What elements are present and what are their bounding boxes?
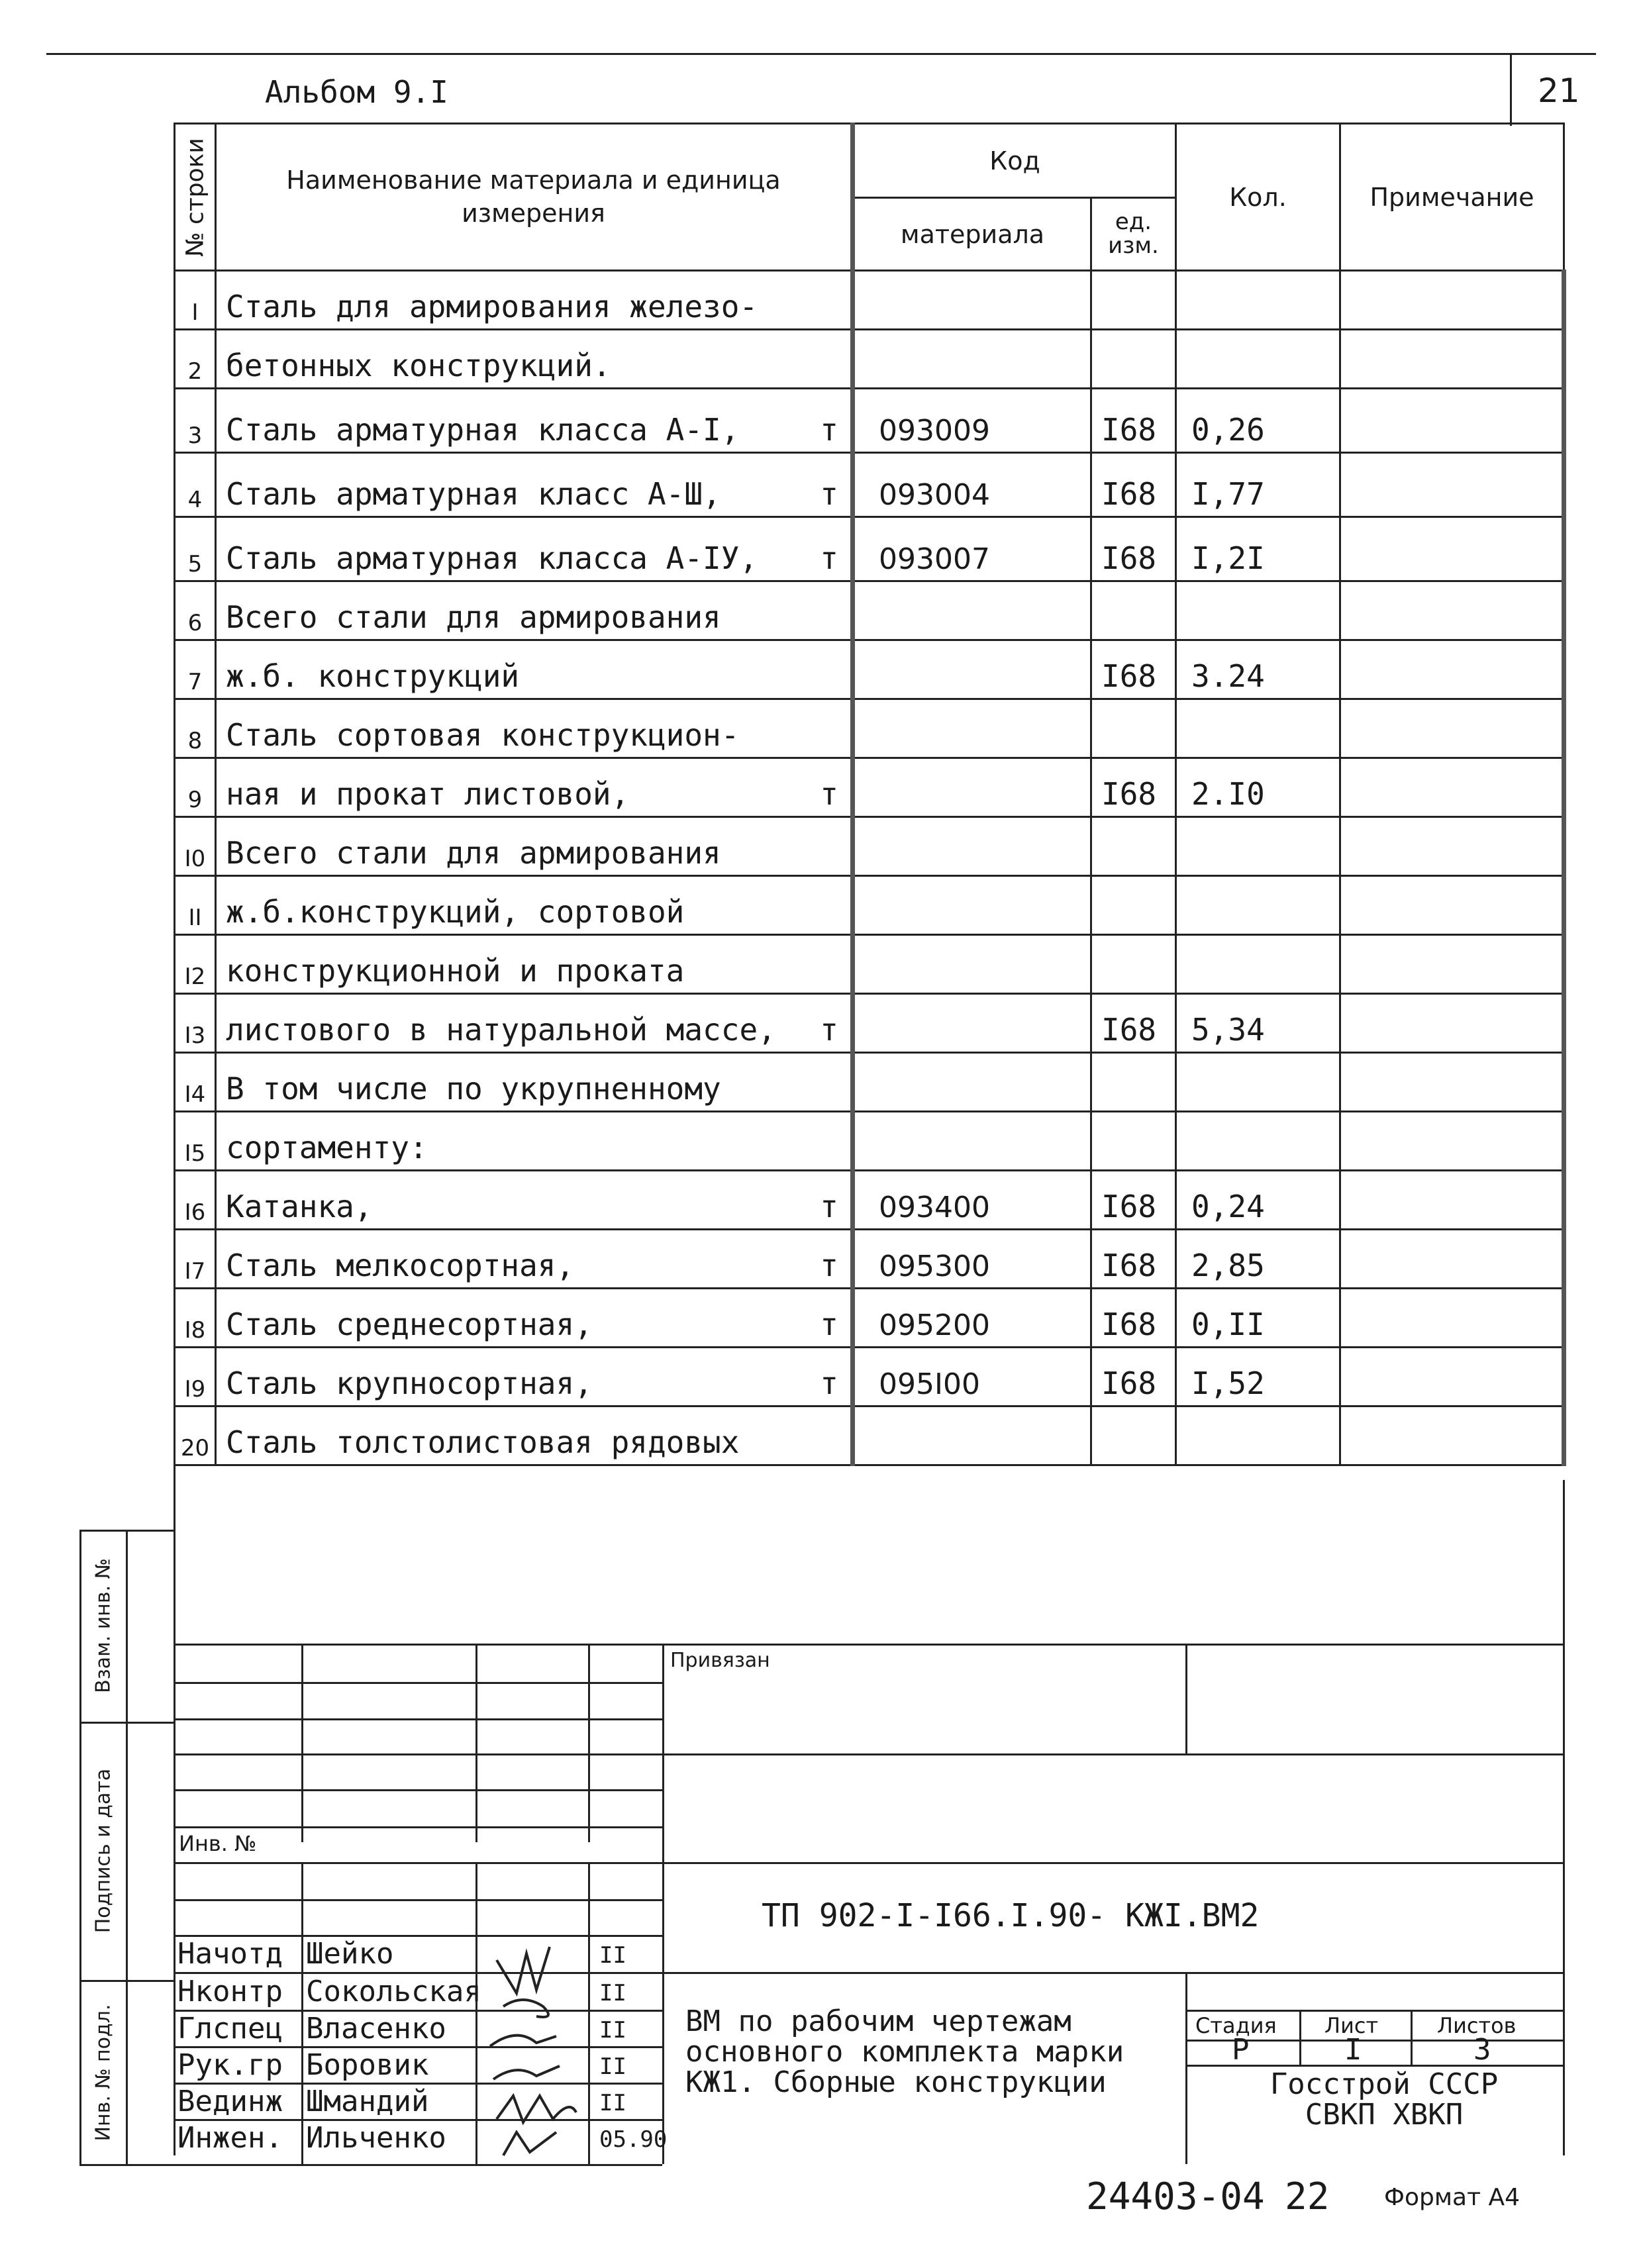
note [1340, 1348, 1564, 1406]
table-row [175, 1289, 1564, 1348]
table-row [175, 1112, 1564, 1171]
note [1340, 817, 1564, 876]
table-row [175, 330, 1564, 389]
material-name [216, 935, 853, 994]
material-name [216, 581, 853, 640]
unit-code [1091, 699, 1176, 758]
row-number: 3 [175, 389, 216, 453]
material-code [853, 640, 1091, 699]
material-name [216, 1053, 853, 1112]
quantity: 2.I0 [1176, 758, 1340, 817]
page-number: 22 [1285, 2175, 1330, 2218]
row-number: I5 [175, 1112, 216, 1171]
signer-role: Нконтр [177, 1975, 283, 2008]
row-number: I0 [175, 817, 216, 876]
material-code [853, 817, 1091, 876]
sheets-label: Листов [1437, 2013, 1517, 2038]
material-name [216, 1289, 853, 1348]
row-number: 20 [175, 1406, 216, 1465]
material-name-text: ж.б. конструкций [226, 658, 520, 694]
quantity [1176, 817, 1340, 876]
row-number: 9 [175, 758, 216, 817]
material-name [216, 1171, 853, 1230]
signatures [477, 1934, 589, 2162]
material-name-text: Сталь арматурная класс А-Ш, [226, 476, 721, 512]
material-name-text: Сталь арматурная класса А-IУ, [226, 540, 758, 576]
unit-code: I68 [1091, 517, 1176, 581]
signer-date: 05.90 [599, 2126, 668, 2153]
signer-role: Глспец [177, 2012, 283, 2046]
stage-label: Стадия [1195, 2013, 1277, 2038]
sheet-value: I [1344, 2033, 1362, 2067]
row-number: I4 [175, 1053, 216, 1112]
tb-v4 [662, 1644, 664, 2164]
album-label: Альбом 9.I [265, 74, 448, 110]
material-name [216, 699, 853, 758]
table-row [175, 758, 1564, 817]
unit-code [1091, 1406, 1176, 1465]
side-label-inv-podl: Инв. № подл. [91, 2004, 115, 2142]
table-row [175, 1171, 1564, 1230]
quantity [1176, 935, 1340, 994]
unit-code: I68 [1091, 453, 1176, 517]
quantity: 3.24 [1176, 640, 1340, 699]
materials-table [174, 123, 1566, 1466]
note [1340, 271, 1564, 330]
material-name-text: Сталь толстолистовая рядовых [226, 1424, 740, 1460]
quantity: I,2I [1176, 517, 1340, 581]
material-code: 095200 [853, 1289, 1091, 1348]
side-strip-top [79, 1530, 175, 1532]
material-name [216, 330, 853, 389]
material-code [853, 876, 1091, 935]
material-code [853, 1406, 1091, 1465]
signer-role: Вединж [177, 2085, 283, 2118]
signer-date: II [599, 1942, 626, 1969]
side-strip-mid [126, 1530, 128, 2165]
quantity: I,77 [1176, 453, 1340, 517]
material-name-text: Катанка, [226, 1189, 373, 1224]
material-unit: т [820, 1248, 838, 1283]
table-row [175, 876, 1564, 935]
unit-code [1091, 1053, 1176, 1112]
material-name [216, 758, 853, 817]
row-number: 5 [175, 517, 216, 581]
unit-code [1091, 876, 1176, 935]
row-number: 2 [175, 330, 216, 389]
tb-v1b [301, 1862, 303, 2164]
material-name-text: Сталь сортовая конструкцион- [226, 717, 740, 753]
quantity [1176, 876, 1340, 935]
quantity [1176, 1053, 1340, 1112]
table-row [175, 1406, 1564, 1465]
stage-value: Р [1232, 2033, 1250, 2067]
table-row [175, 699, 1564, 758]
table-row [175, 389, 1564, 453]
row-number: II [175, 876, 216, 935]
note [1340, 876, 1564, 935]
side-strip-bottom [79, 2164, 662, 2166]
sheets-value: 3 [1473, 2033, 1491, 2067]
note [1340, 935, 1564, 994]
note [1340, 1406, 1564, 1465]
row-number: I8 [175, 1289, 216, 1348]
unit-code [1091, 935, 1176, 994]
quantity: 2,85 [1176, 1230, 1340, 1289]
note [1340, 640, 1564, 699]
material-name [216, 876, 853, 935]
unit-code [1091, 817, 1176, 876]
note [1340, 330, 1564, 389]
material-name [216, 517, 853, 581]
archive-number: 24403-04 [1086, 2175, 1265, 2218]
material-name [216, 640, 853, 699]
material-code [853, 1112, 1091, 1171]
signer-date: II [599, 1980, 626, 2006]
note [1340, 1112, 1564, 1171]
note [1340, 1171, 1564, 1230]
material-code: 093004 [853, 453, 1091, 517]
top-frame-line [46, 53, 1596, 55]
tb-v8 [1411, 2010, 1413, 2065]
signer-name: Шмандий [306, 2085, 429, 2118]
signer-role: Инжен. [177, 2121, 283, 2155]
material-code: 093400 [853, 1171, 1091, 1230]
material-code [853, 1053, 1091, 1112]
note [1340, 758, 1564, 817]
row-number: I3 [175, 994, 216, 1053]
material-code [853, 330, 1091, 389]
material-code: 095300 [853, 1230, 1091, 1289]
quantity: 5,34 [1176, 994, 1340, 1053]
quantity: 0,II [1176, 1289, 1340, 1348]
left-frame-line [174, 123, 175, 2155]
organization: Госстрой СССР СВКП ХВКП [1270, 2067, 1499, 2132]
table-row [175, 1053, 1564, 1112]
unit-code [1091, 271, 1176, 330]
side-label-vzam: Взам. инв. № [91, 1558, 115, 1693]
material-unit: т [820, 412, 838, 448]
quantity [1176, 330, 1340, 389]
note [1340, 453, 1564, 517]
signer-date: II [599, 2053, 626, 2080]
quantity [1176, 271, 1340, 330]
table-row [175, 1348, 1564, 1406]
side-strip-div2 [79, 1980, 175, 1982]
side-strip-left [79, 1530, 81, 2165]
material-code: 093009 [853, 389, 1091, 453]
tb-v2 [475, 1644, 477, 1842]
material-name-text: бетонных конструкций. [226, 348, 611, 383]
quantity [1176, 1406, 1340, 1465]
col-material-code: материала [853, 198, 1091, 271]
format-label: Формат А4 [1384, 2184, 1520, 2211]
note [1340, 1053, 1564, 1112]
col-code-group: Код [853, 124, 1176, 198]
row-number: I9 [175, 1348, 216, 1406]
row-number: 6 [175, 581, 216, 640]
material-unit: т [820, 1012, 838, 1048]
quantity: 0,24 [1176, 1171, 1340, 1230]
note [1340, 1230, 1564, 1289]
signer-role: Рук.гр [177, 2048, 283, 2082]
material-name-text: Сталь среднесортная, [226, 1307, 593, 1342]
material-code [853, 758, 1091, 817]
sheet-label: Лист [1324, 2013, 1379, 2038]
table-row [175, 581, 1564, 640]
signer-name: Боровик [306, 2048, 429, 2082]
col-note: Примечание [1340, 124, 1564, 271]
unit-code: I68 [1091, 994, 1176, 1053]
unit-code: I68 [1091, 758, 1176, 817]
material-name [216, 453, 853, 517]
material-code: 095I00 [853, 1348, 1091, 1406]
unit-code: I68 [1091, 1171, 1176, 1230]
tb-h4 [174, 1753, 1564, 1755]
table-row [175, 817, 1564, 876]
material-name-text: сортаменту: [226, 1130, 428, 1165]
material-name [216, 817, 853, 876]
material-name-text: Сталь мелкосортная, [226, 1248, 575, 1283]
signer-date: II [599, 2090, 626, 2116]
material-name [216, 994, 853, 1053]
material-code [853, 935, 1091, 994]
material-name [216, 1348, 853, 1406]
col-row-no: № строки [175, 124, 216, 271]
col-name: Наименование материала и единица измерения [216, 124, 853, 271]
table-row [175, 1230, 1564, 1289]
material-name [216, 1230, 853, 1289]
table-row [175, 453, 1564, 517]
material-name-text: Сталь для армирования железо- [226, 289, 758, 324]
material-name [216, 1112, 853, 1171]
material-code: 093007 [853, 517, 1091, 581]
table-row [175, 640, 1564, 699]
material-name-text: Сталь крупносортная, [226, 1365, 593, 1401]
tb-v1 [301, 1644, 303, 1842]
unit-code: I68 [1091, 640, 1176, 699]
material-name-text: ная и прокат листовой, [226, 776, 630, 812]
material-name-text: В том числе по укрупненному [226, 1071, 721, 1107]
row-number: 7 [175, 640, 216, 699]
sheet-number: 21 [1538, 72, 1580, 110]
note [1340, 699, 1564, 758]
material-name [216, 1406, 853, 1465]
row-number: I6 [175, 1171, 216, 1230]
tb-v7 [1299, 2010, 1301, 2065]
unit-code [1091, 1112, 1176, 1171]
table-row [175, 935, 1564, 994]
row-number: 4 [175, 453, 216, 517]
side-strip-div1 [79, 1722, 175, 1724]
note [1340, 517, 1564, 581]
material-code [853, 994, 1091, 1053]
row-number: I7 [175, 1230, 216, 1289]
unit-code: I68 [1091, 389, 1176, 453]
quantity [1176, 581, 1340, 640]
material-unit: т [820, 540, 838, 576]
note [1340, 389, 1564, 453]
material-name-text: ж.б.конструкций, сортовой [226, 894, 685, 930]
tb-h7 [174, 1862, 1564, 1864]
material-code [853, 699, 1091, 758]
row-number: I [175, 271, 216, 330]
unit-code: I68 [1091, 1348, 1176, 1406]
material-unit: т [820, 1189, 838, 1224]
material-unit: т [820, 1307, 838, 1342]
right-frame-line [1563, 1480, 1565, 2155]
unit-code [1091, 581, 1176, 640]
material-unit: т [820, 1365, 838, 1401]
signer-date: II [599, 2017, 626, 2044]
privyazan-label: Привязан [670, 1649, 770, 1672]
unit-code: I68 [1091, 1289, 1176, 1348]
col-qty: Кол. [1176, 124, 1340, 271]
material-unit: т [820, 776, 838, 812]
tb-v5 [1185, 1644, 1187, 1753]
material-name [216, 271, 853, 330]
material-code [853, 581, 1091, 640]
tb-h1 [174, 1644, 1564, 1646]
material-unit: т [820, 476, 838, 512]
quantity [1176, 1112, 1340, 1171]
signer-name: Власенко [306, 2012, 446, 2046]
row-number: I2 [175, 935, 216, 994]
signer-role: Начотд [177, 1937, 283, 1971]
doc-description: ВМ по рабочим чертежам основного комплекта марки КЖ1. Сборные конструкции [685, 2004, 1124, 2100]
note [1340, 994, 1564, 1053]
tb-h10 [174, 1972, 1564, 1974]
unit-code: I68 [1091, 1230, 1176, 1289]
note [1340, 581, 1564, 640]
signer-name: Шейко [306, 1937, 394, 1971]
quantity: 0,26 [1176, 389, 1340, 453]
material-code [853, 271, 1091, 330]
table-row [175, 994, 1564, 1053]
material-name-text: Сталь арматурная класса А-I, [226, 412, 740, 448]
side-label-podpis: Подпись и дата [91, 1768, 115, 1934]
material-name-text: листового в натуральной массе, [226, 1012, 776, 1048]
signer-name: Ильченко [306, 2121, 446, 2155]
material-name-text: конструкционной и проката [226, 953, 685, 989]
inv-no-label: Инв. № [179, 1831, 257, 1856]
unit-code [1091, 330, 1176, 389]
col-unit-code: ед. изм. [1091, 198, 1176, 271]
tb-stage-h1 [1185, 2010, 1564, 2012]
right-corner-line [1510, 53, 1512, 126]
row-number: 8 [175, 699, 216, 758]
material-name-text: Всего стали для армирования [226, 835, 721, 871]
material-name-text: Всего стали для армирования [226, 599, 721, 635]
quantity: I,52 [1176, 1348, 1340, 1406]
tb-v3 [588, 1644, 590, 1842]
quantity [1176, 699, 1340, 758]
doc-code: ТП 902-I-I66.I.90- КЖI.ВМ2 [762, 1897, 1260, 1934]
note [1340, 1289, 1564, 1348]
tb-v6 [1185, 1972, 1187, 2164]
table-row [175, 271, 1564, 330]
material-name [216, 389, 853, 453]
table-row [175, 517, 1564, 581]
signer-name: Сокольская [306, 1975, 481, 2008]
